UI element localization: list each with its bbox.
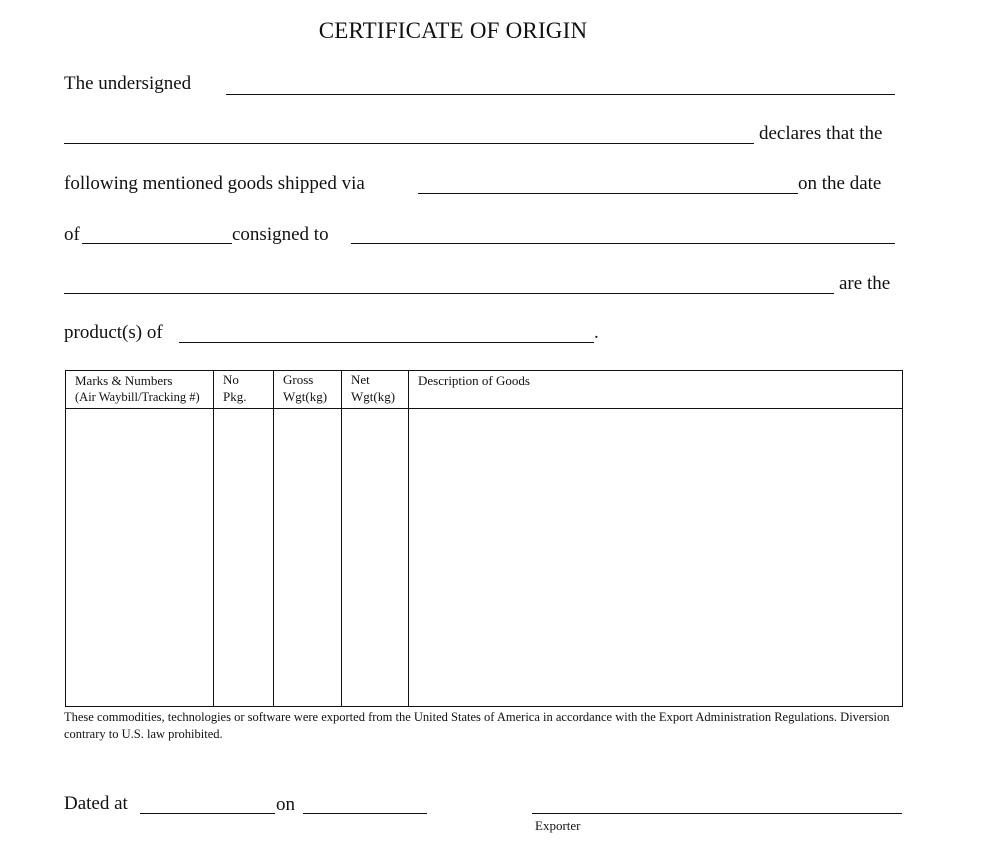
sentence-period: .	[594, 322, 599, 343]
gross-weight-cell[interactable]	[274, 409, 341, 706]
undersigned-name-continued-field[interactable]	[64, 143, 754, 144]
description-cell[interactable]	[409, 409, 902, 706]
consignee-continued-field[interactable]	[64, 293, 834, 294]
are-the-label: are the	[839, 273, 891, 294]
exporter-label: Exporter	[535, 818, 581, 833]
export-compliance-note: These commodities, technologies or software were exported from the United States of America in accordance with the Export Administration Regulations. Diversion contrary to U.S. law prohibited.	[64, 710, 890, 741]
goods-table	[65, 370, 903, 707]
consignee-field[interactable]	[351, 243, 895, 244]
header-gross-weight	[283, 371, 327, 405]
of-label: of	[64, 224, 80, 245]
marks-numbers-cell[interactable]	[66, 409, 213, 706]
undersigned-name-field[interactable]	[226, 94, 895, 95]
ship-date-field[interactable]	[82, 243, 232, 244]
header-net-line2: Wgt(kg)	[351, 389, 396, 404]
on-the-date-label: on the date	[798, 173, 882, 194]
header-no-pkg	[223, 371, 246, 405]
exporter-signature-field[interactable]	[532, 813, 902, 814]
header-gross-line2: Wgt(kg)	[283, 389, 328, 404]
declares-label: declares that the	[759, 123, 883, 144]
header-marks-line1: Marks & Numbers	[75, 373, 173, 388]
dated-at-place-field[interactable]	[140, 813, 275, 814]
header-gross-line1: Gross	[283, 372, 314, 387]
no-pkg-cell[interactable]	[214, 409, 273, 706]
on-label: on	[276, 794, 295, 815]
header-net-line1: Net	[351, 372, 370, 387]
shipped-via-field[interactable]	[418, 193, 798, 194]
header-description: Description of Goods	[418, 373, 530, 388]
header-no-pkg-line1: No	[223, 372, 239, 387]
undersigned-label: The undersigned	[64, 73, 192, 94]
signature-date-field[interactable]	[303, 813, 427, 814]
certificate-title: CERTIFICATE OF ORIGIN	[318, 18, 588, 43]
country-of-origin-field[interactable]	[179, 342, 594, 343]
products-label: product(s) of	[64, 322, 163, 343]
header-marks-line2: (Air Waybill/Tracking #)	[75, 390, 200, 404]
shipped-via-label: following mentioned goods shipped via	[64, 173, 365, 194]
header-net-weight	[351, 371, 395, 405]
header-marks-numbers	[75, 372, 200, 406]
net-weight-cell[interactable]	[342, 409, 408, 706]
consigned-label: consigned to	[232, 224, 329, 245]
header-no-pkg-line2: Pkg.	[223, 389, 247, 404]
dated-at-label: Dated at	[64, 793, 128, 814]
